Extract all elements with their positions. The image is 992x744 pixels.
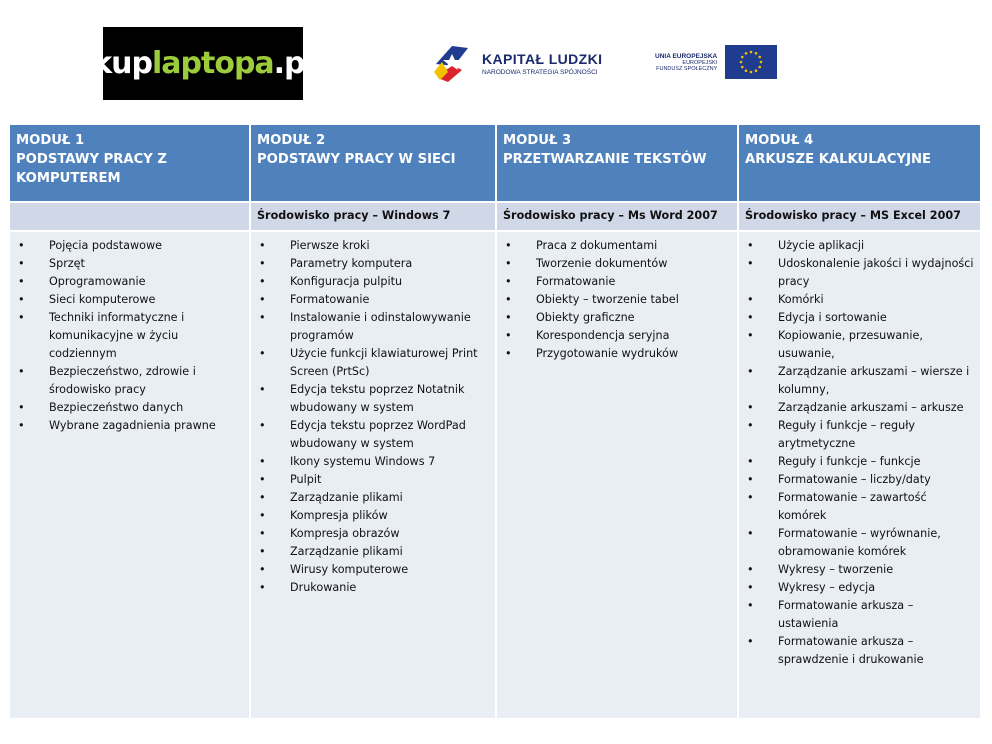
topic-list-item: • Kopiowanie, przesuwanie, usuwanie, — [745, 327, 976, 363]
module-2-title: PODSTAWY PRACY W SIECI — [257, 152, 456, 167]
topic-list-item: • Pulpit — [257, 471, 491, 489]
kuplaptopa-logo — [92, 27, 314, 100]
topic-list-item: • Bezpieczeństwo danych — [16, 399, 245, 417]
eu-line3: FUNDUSZ SPOŁECZNY — [656, 65, 718, 72]
topic-list-item: • Oprogramowanie — [16, 273, 245, 291]
module-4-title: ARKUSZE KALKULACYJNE — [745, 152, 932, 167]
module-1-number: MODUŁ 1 — [16, 133, 85, 148]
topic-list-item: • Formatowanie arkusza – sprawdzenie i drukowanie — [745, 633, 976, 669]
topic-list-item: • Kompresja obrazów — [257, 525, 491, 543]
topic-list-item: • Pierwsze kroki — [257, 237, 491, 255]
module-2-header — [251, 125, 497, 203]
module-4-topics — [739, 232, 980, 720]
kapital-ludzki-logo — [432, 42, 602, 84]
eu-line1: UNIA EUROPEJSKA — [655, 52, 718, 60]
module-4-number: MODUŁ 4 — [745, 133, 814, 148]
module-3-topics — [497, 232, 739, 720]
topic-list-item: • Edycja tekstu poprzez Notatnik wbudowany w system — [257, 381, 491, 417]
topic-list-item: • Wykresy – edycja — [745, 579, 976, 597]
topic-list-item: • Konfiguracja pulpitu — [257, 273, 491, 291]
eu-line2: EUROPEJSKI — [682, 59, 718, 66]
module-3-environment: Środowisko pracy – Ms Word 2007 — [497, 203, 739, 232]
topic-list-item: • Edycja i sortowanie — [745, 309, 976, 327]
module-2-number: MODUŁ 2 — [257, 133, 326, 148]
module-2-topics — [251, 232, 497, 720]
topic-list-item: • Bezpieczeństwo, zdrowie i środowisko pracy — [16, 363, 245, 399]
topic-list-item: • Zarządzanie arkuszami – wiersze i kolumny, — [745, 363, 976, 399]
topic-list-item: • Użycie aplikacji — [745, 237, 976, 255]
topic-list-item: • Sieci komputerowe — [16, 291, 245, 309]
modules-table — [10, 125, 980, 720]
module-3-header — [497, 125, 739, 203]
topic-list-item: • Instalowanie i odinstalowywanie programów — [257, 309, 491, 345]
kapital-ludzki-title: KAPITAŁ LUDZKI — [482, 50, 603, 67]
topic-list-item: • Reguły i funkcje – funkcje — [745, 453, 976, 471]
module-3-title: PRZETWARZANIE TEKSTÓW — [503, 152, 707, 167]
topic-list-item: • Tworzenie dokumentów — [503, 255, 733, 273]
module-1-title: PODSTAWY PRACY Z KOMPUTEREM — [16, 152, 167, 186]
topic-list-item: • Formatowanie – wyrównanie, obramowanie komórek — [745, 525, 976, 561]
topic-list-item: • Sprzęt — [16, 255, 245, 273]
topic-list-item: • Praca z dokumentami — [503, 237, 733, 255]
topic-list-item: • Przygotowanie wydruków — [503, 345, 733, 363]
topic-list-item: • Formatowanie – zawartość komórek — [745, 489, 976, 525]
topic-list-item: • Reguły i funkcje – reguły arytmetyczne — [745, 417, 976, 453]
logo-text-kup: kup — [92, 46, 152, 81]
topic-list-item: • Drukowanie — [257, 579, 491, 597]
topic-list-item: • Formatowanie arkusza – ustawienia — [745, 597, 976, 633]
topic-list-item: • Wybrane zagadnienia prawne — [16, 417, 245, 435]
module-4-header — [739, 125, 980, 203]
topic-list-item: • Formatowanie — [257, 291, 491, 309]
kapital-ludzki-icon — [432, 42, 474, 84]
topic-list-item: • Pojęcia podstawowe — [16, 237, 245, 255]
kapital-ludzki-subtitle: NARODOWA STRATEGIA SPÓJNOŚCI — [482, 68, 598, 76]
module-2-environment: Środowisko pracy – Windows 7 — [251, 203, 497, 232]
topic-list-item: • Zarządzanie plikami — [257, 489, 491, 507]
module-1-header — [10, 125, 251, 203]
topic-list-item: • Formatowanie — [503, 273, 733, 291]
logo-text-laptopa: laptopa — [151, 46, 274, 81]
topic-list-item: • Edycja tekstu poprzez WordPad wbudowany w system — [257, 417, 491, 453]
module-1-topics — [10, 232, 251, 720]
topic-list-item: • Ikony systemu Windows 7 — [257, 453, 491, 471]
eu-flag-icon — [725, 45, 777, 79]
module-1-environment — [10, 203, 251, 232]
topic-list-item: • Obiekty – tworzenie tabel — [503, 291, 733, 309]
topic-list-item: • Korespondencja seryjna — [503, 327, 733, 345]
topic-list-item: • Parametry komputera — [257, 255, 491, 273]
topic-list-item: • Wykresy – tworzenie — [745, 561, 976, 579]
topic-list-item: • Użycie funkcji klawiaturowej Print Screen (PrtSc) — [257, 345, 491, 381]
module-3-number: MODUŁ 3 — [503, 133, 572, 148]
module-4-environment: Środowisko pracy – MS Excel 2007 — [739, 203, 980, 232]
topic-list-item: • Komórki — [745, 291, 976, 309]
topic-list-item: • Wirusy komputerowe — [257, 561, 491, 579]
topic-list-item: • Udoskonalenie jakości i wydajności pracy — [745, 255, 976, 291]
eu-logo — [655, 45, 777, 79]
topic-list-item: • Formatowanie – liczby/daty — [745, 471, 976, 489]
topic-list-item: • Kompresja plików — [257, 507, 491, 525]
topic-list-item: • Obiekty graficzne — [503, 309, 733, 327]
topic-list-item: • Zarządzanie plikami — [257, 543, 491, 561]
topic-list-item: • Zarządzanie arkuszami – arkusze — [745, 399, 976, 417]
logo-text-pl: .pl — [273, 46, 314, 81]
topic-list-item: • Techniki informatyczne i komunikacyjne w życiu codziennym — [16, 309, 245, 363]
